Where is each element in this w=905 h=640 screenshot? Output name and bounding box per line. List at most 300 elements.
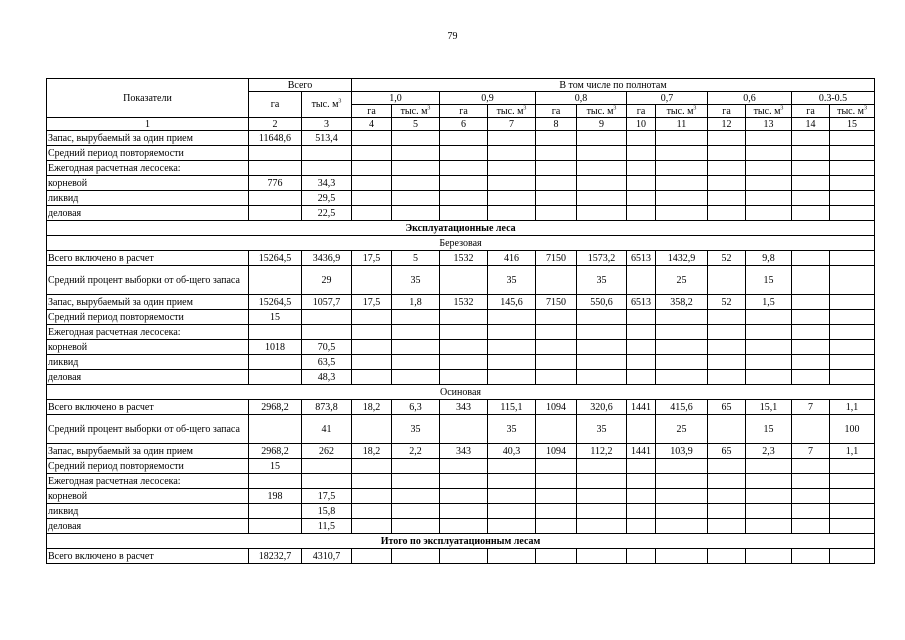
row-cell (792, 415, 830, 444)
row-label: ликвид (47, 355, 249, 370)
row-cell: 343 (440, 400, 488, 415)
row-cell (746, 206, 792, 221)
row-cell (536, 549, 577, 564)
row-cell: 1094 (536, 444, 577, 459)
row-cell: 48,3 (302, 370, 352, 385)
section-row (47, 534, 875, 549)
row-cell: 11648,6 (249, 131, 302, 146)
table-row (47, 251, 875, 266)
row-cell (746, 310, 792, 325)
row-cell: 1094 (536, 400, 577, 415)
row-cell (488, 370, 536, 385)
row-cell (792, 161, 830, 176)
row-cell (708, 310, 746, 325)
row-cell (708, 355, 746, 370)
column-number: 14 (792, 118, 830, 131)
page-number: 79 (447, 31, 458, 42)
row-cell (536, 176, 577, 191)
row-cell (352, 310, 392, 325)
row-cell (792, 355, 830, 370)
row-cell (792, 474, 830, 489)
row-cell (352, 206, 392, 221)
row-cell (302, 161, 352, 176)
row-cell (792, 310, 830, 325)
header-unit-volume: тыс. $м^3$ (656, 105, 708, 118)
row-cell (352, 549, 392, 564)
row-cell: 17,5 (302, 489, 352, 504)
row-label: Средний период повторяемости (47, 459, 249, 474)
row-cell: 18,2 (352, 444, 392, 459)
header-unit-volume: тыс. $м^3$ (830, 105, 875, 118)
row-cell: 198 (249, 489, 302, 504)
row-cell (488, 459, 536, 474)
table-row (47, 176, 875, 191)
column-number: 8 (536, 118, 577, 131)
row-cell (440, 370, 488, 385)
row-cell (392, 370, 440, 385)
row-cell: 22,5 (302, 206, 352, 221)
table-row (47, 161, 875, 176)
row-label: Ежегодная расчетная лесосека: (47, 474, 249, 489)
row-cell (656, 146, 708, 161)
row-label: ликвид (47, 191, 249, 206)
row-label: деловая (47, 519, 249, 534)
column-number: 15 (830, 118, 875, 131)
row-cell (708, 489, 746, 504)
header-density: 0,6 (708, 92, 792, 105)
row-cell (577, 519, 627, 534)
row-cell (440, 340, 488, 355)
row-cell (656, 325, 708, 340)
column-number: 2 (249, 118, 302, 131)
row-cell (656, 340, 708, 355)
row-cell (792, 206, 830, 221)
row-cell: 416 (488, 251, 536, 266)
row-cell (830, 131, 875, 146)
row-cell (830, 310, 875, 325)
row-cell (792, 131, 830, 146)
row-cell (830, 340, 875, 355)
row-cell (392, 504, 440, 519)
row-cell (830, 504, 875, 519)
row-cell (746, 131, 792, 146)
row-cell (249, 191, 302, 206)
row-cell (249, 504, 302, 519)
row-cell (392, 549, 440, 564)
row-cell (708, 176, 746, 191)
row-cell: 103,9 (656, 444, 708, 459)
header-density: 0,8 (536, 92, 627, 105)
row-cell (830, 295, 875, 310)
row-cell (577, 459, 627, 474)
row-cell (536, 146, 577, 161)
row-cell: 415,6 (656, 400, 708, 415)
row-cell (536, 266, 577, 295)
row-cell (792, 251, 830, 266)
row-cell: 18,2 (352, 400, 392, 415)
row-cell: 262 (302, 444, 352, 459)
row-cell (656, 310, 708, 325)
row-cell (627, 355, 656, 370)
row-cell (488, 176, 536, 191)
row-cell: 100 (830, 415, 875, 444)
row-cell (627, 176, 656, 191)
row-label: Средний процент выборки от об-щего запаса (47, 415, 249, 444)
row-cell (392, 176, 440, 191)
row-cell (577, 355, 627, 370)
row-cell (792, 176, 830, 191)
row-cell: 52 (708, 251, 746, 266)
row-cell (392, 206, 440, 221)
row-cell: 6513 (627, 251, 656, 266)
row-cell (746, 325, 792, 340)
row-cell (488, 504, 536, 519)
row-cell (392, 489, 440, 504)
row-cell (302, 325, 352, 340)
header-unit-volume: тыс. $м^3$ (392, 105, 440, 118)
header-density: 0,7 (627, 92, 708, 105)
row-cell (249, 325, 302, 340)
header-unit-ha: га (627, 105, 656, 118)
row-cell: 35 (577, 415, 627, 444)
header-unit-volume: тыс. $м^3$ (488, 105, 536, 118)
row-cell (352, 191, 392, 206)
row-cell (792, 325, 830, 340)
row-cell (830, 325, 875, 340)
row-cell: 15 (249, 310, 302, 325)
row-cell (708, 191, 746, 206)
row-cell: 1018 (249, 340, 302, 355)
row-cell (352, 504, 392, 519)
row-cell: 25 (656, 266, 708, 295)
row-cell: 35 (488, 266, 536, 295)
header-by-density: В том числе по полнотам (352, 79, 875, 92)
column-number: 7 (488, 118, 536, 131)
row-cell (830, 549, 875, 564)
row-cell: 5 (392, 251, 440, 266)
row-cell (708, 146, 746, 161)
row-cell: 15 (746, 266, 792, 295)
section-row (47, 221, 875, 236)
row-cell (440, 176, 488, 191)
row-cell (352, 370, 392, 385)
row-cell (830, 206, 875, 221)
row-cell: 9,8 (746, 251, 792, 266)
row-cell (792, 191, 830, 206)
row-cell (536, 489, 577, 504)
row-cell (746, 146, 792, 161)
row-cell (488, 355, 536, 370)
row-cell: 15 (746, 415, 792, 444)
row-cell (746, 176, 792, 191)
row-cell (627, 504, 656, 519)
row-cell: 4310,7 (302, 549, 352, 564)
row-cell (656, 459, 708, 474)
column-number: 9 (577, 118, 627, 131)
row-cell (746, 459, 792, 474)
row-cell (627, 489, 656, 504)
row-cell (352, 176, 392, 191)
column-number: 11 (656, 118, 708, 131)
row-cell (830, 489, 875, 504)
row-cell (249, 161, 302, 176)
row-cell (830, 161, 875, 176)
row-cell: 7 (792, 400, 830, 415)
table-row (47, 474, 875, 489)
header-density: 1,0 (352, 92, 440, 105)
row-label: Средний процент выборки от об-щего запаса (47, 266, 249, 295)
row-cell (352, 340, 392, 355)
row-cell (627, 325, 656, 340)
row-cell: 7150 (536, 295, 577, 310)
row-cell (440, 459, 488, 474)
row-cell (792, 370, 830, 385)
row-cell (488, 161, 536, 176)
header-density: 0.3-0.5 (792, 92, 875, 105)
row-cell (440, 519, 488, 534)
row-cell: 550,6 (577, 295, 627, 310)
row-label: корневой (47, 176, 249, 191)
row-cell (577, 504, 627, 519)
row-cell: 1,5 (746, 295, 792, 310)
row-cell (352, 266, 392, 295)
row-cell (440, 549, 488, 564)
row-cell: 15264,5 (249, 295, 302, 310)
row-cell: 1441 (627, 400, 656, 415)
row-cell (656, 474, 708, 489)
row-cell (656, 504, 708, 519)
row-cell: 7 (792, 444, 830, 459)
row-cell (392, 355, 440, 370)
column-number: 6 (440, 118, 488, 131)
row-cell (577, 370, 627, 385)
row-cell (830, 370, 875, 385)
row-cell (440, 310, 488, 325)
header-indicators: Показатели (47, 79, 249, 118)
row-cell (392, 131, 440, 146)
row-cell: 7150 (536, 251, 577, 266)
row-cell (627, 474, 656, 489)
table-row (47, 295, 875, 310)
row-cell (656, 519, 708, 534)
row-cell (488, 489, 536, 504)
row-cell: 15264,5 (249, 251, 302, 266)
row-cell: 358,2 (656, 295, 708, 310)
row-cell (440, 355, 488, 370)
row-cell (440, 191, 488, 206)
table-row (47, 370, 875, 385)
table-row (47, 325, 875, 340)
row-cell (746, 340, 792, 355)
row-cell (830, 459, 875, 474)
row-cell: 1057,7 (302, 295, 352, 310)
row-cell (708, 161, 746, 176)
header-unit-ha: га (352, 105, 392, 118)
row-cell: 1432,9 (656, 251, 708, 266)
row-cell (536, 161, 577, 176)
row-cell: 2968,2 (249, 400, 302, 415)
row-cell (746, 474, 792, 489)
row-cell (302, 146, 352, 161)
row-cell (708, 519, 746, 534)
row-cell: 145,6 (488, 295, 536, 310)
row-cell (830, 355, 875, 370)
row-label: Средний период повторяемости (47, 310, 249, 325)
section-title: Эксплуатационные леса (47, 221, 875, 236)
row-cell (656, 176, 708, 191)
row-cell (577, 176, 627, 191)
table-row (47, 146, 875, 161)
table-row (47, 549, 875, 564)
row-cell: 15,8 (302, 504, 352, 519)
header-total-volume: тыс. $м^3$ (302, 92, 352, 118)
row-cell (352, 459, 392, 474)
row-cell (302, 459, 352, 474)
row-cell (488, 310, 536, 325)
row-cell (746, 191, 792, 206)
row-cell (746, 370, 792, 385)
row-cell (536, 131, 577, 146)
table-row (47, 400, 875, 415)
row-cell (627, 266, 656, 295)
row-cell: 115,1 (488, 400, 536, 415)
row-cell (627, 415, 656, 444)
row-cell (746, 519, 792, 534)
row-cell (577, 161, 627, 176)
table-row (47, 340, 875, 355)
row-cell (302, 474, 352, 489)
header-unit-volume: тыс. $м^3$ (577, 105, 627, 118)
row-cell (536, 459, 577, 474)
row-cell: 34,3 (302, 176, 352, 191)
row-cell (792, 295, 830, 310)
row-cell (536, 474, 577, 489)
row-cell (352, 146, 392, 161)
row-cell (392, 459, 440, 474)
row-cell (352, 355, 392, 370)
row-cell (352, 325, 392, 340)
row-cell (249, 370, 302, 385)
row-label: Ежегодная расчетная лесосека: (47, 325, 249, 340)
column-number-row (47, 118, 875, 131)
row-cell: 35 (577, 266, 627, 295)
row-label: деловая (47, 206, 249, 221)
header-unit-ha: га (708, 105, 746, 118)
header-unit-ha: га (440, 105, 488, 118)
row-cell (656, 161, 708, 176)
row-cell (577, 489, 627, 504)
row-cell (577, 310, 627, 325)
row-cell (488, 206, 536, 221)
row-cell (488, 340, 536, 355)
row-cell (792, 340, 830, 355)
row-cell (352, 131, 392, 146)
table-row (47, 459, 875, 474)
row-cell (488, 474, 536, 489)
row-cell: 35 (392, 266, 440, 295)
row-label: ликвид (47, 504, 249, 519)
row-cell (488, 146, 536, 161)
row-cell (577, 146, 627, 161)
row-cell (536, 415, 577, 444)
row-cell (627, 340, 656, 355)
row-cell: 513,4 (302, 131, 352, 146)
row-cell: 41 (302, 415, 352, 444)
table-header (47, 79, 875, 131)
row-cell (627, 146, 656, 161)
row-cell (656, 549, 708, 564)
row-cell (536, 340, 577, 355)
row-cell: 1,1 (830, 444, 875, 459)
row-cell (746, 504, 792, 519)
row-cell (488, 325, 536, 340)
column-number: 12 (708, 118, 746, 131)
row-cell (627, 549, 656, 564)
row-cell (708, 266, 746, 295)
row-cell (249, 206, 302, 221)
row-cell (627, 161, 656, 176)
table-body (47, 131, 875, 564)
row-cell: 40,3 (488, 444, 536, 459)
row-cell: 873,8 (302, 400, 352, 415)
row-cell (746, 549, 792, 564)
row-cell (536, 370, 577, 385)
column-number: 4 (352, 118, 392, 131)
row-cell: 15,1 (746, 400, 792, 415)
header-density: 0,9 (440, 92, 536, 105)
row-cell (708, 325, 746, 340)
row-cell (792, 489, 830, 504)
row-cell (792, 519, 830, 534)
header-total-ha: га (249, 92, 302, 118)
row-cell: 65 (708, 444, 746, 459)
section-row (47, 236, 875, 251)
row-cell (352, 161, 392, 176)
row-cell (440, 415, 488, 444)
row-cell (536, 325, 577, 340)
row-cell (708, 504, 746, 519)
row-label: Всего включено в расчет (47, 251, 249, 266)
table-row (47, 266, 875, 295)
column-number: 13 (746, 118, 792, 131)
row-cell: 29 (302, 266, 352, 295)
row-cell (488, 519, 536, 534)
row-cell (792, 266, 830, 295)
row-cell: 25 (656, 415, 708, 444)
row-cell: 1441 (627, 444, 656, 459)
row-cell (656, 131, 708, 146)
row-cell (392, 161, 440, 176)
row-cell (746, 355, 792, 370)
row-cell (392, 519, 440, 534)
row-cell (440, 131, 488, 146)
row-cell (627, 206, 656, 221)
row-cell: 1532 (440, 251, 488, 266)
row-label: Ежегодная расчетная лесосека: (47, 161, 249, 176)
table-row (47, 415, 875, 444)
row-cell: 112,2 (577, 444, 627, 459)
table-row (47, 444, 875, 459)
row-cell (627, 370, 656, 385)
row-cell (249, 355, 302, 370)
row-cell (392, 340, 440, 355)
row-cell (830, 146, 875, 161)
row-cell (392, 325, 440, 340)
row-cell (792, 146, 830, 161)
row-cell (440, 161, 488, 176)
row-cell: 3436,9 (302, 251, 352, 266)
row-cell (440, 489, 488, 504)
